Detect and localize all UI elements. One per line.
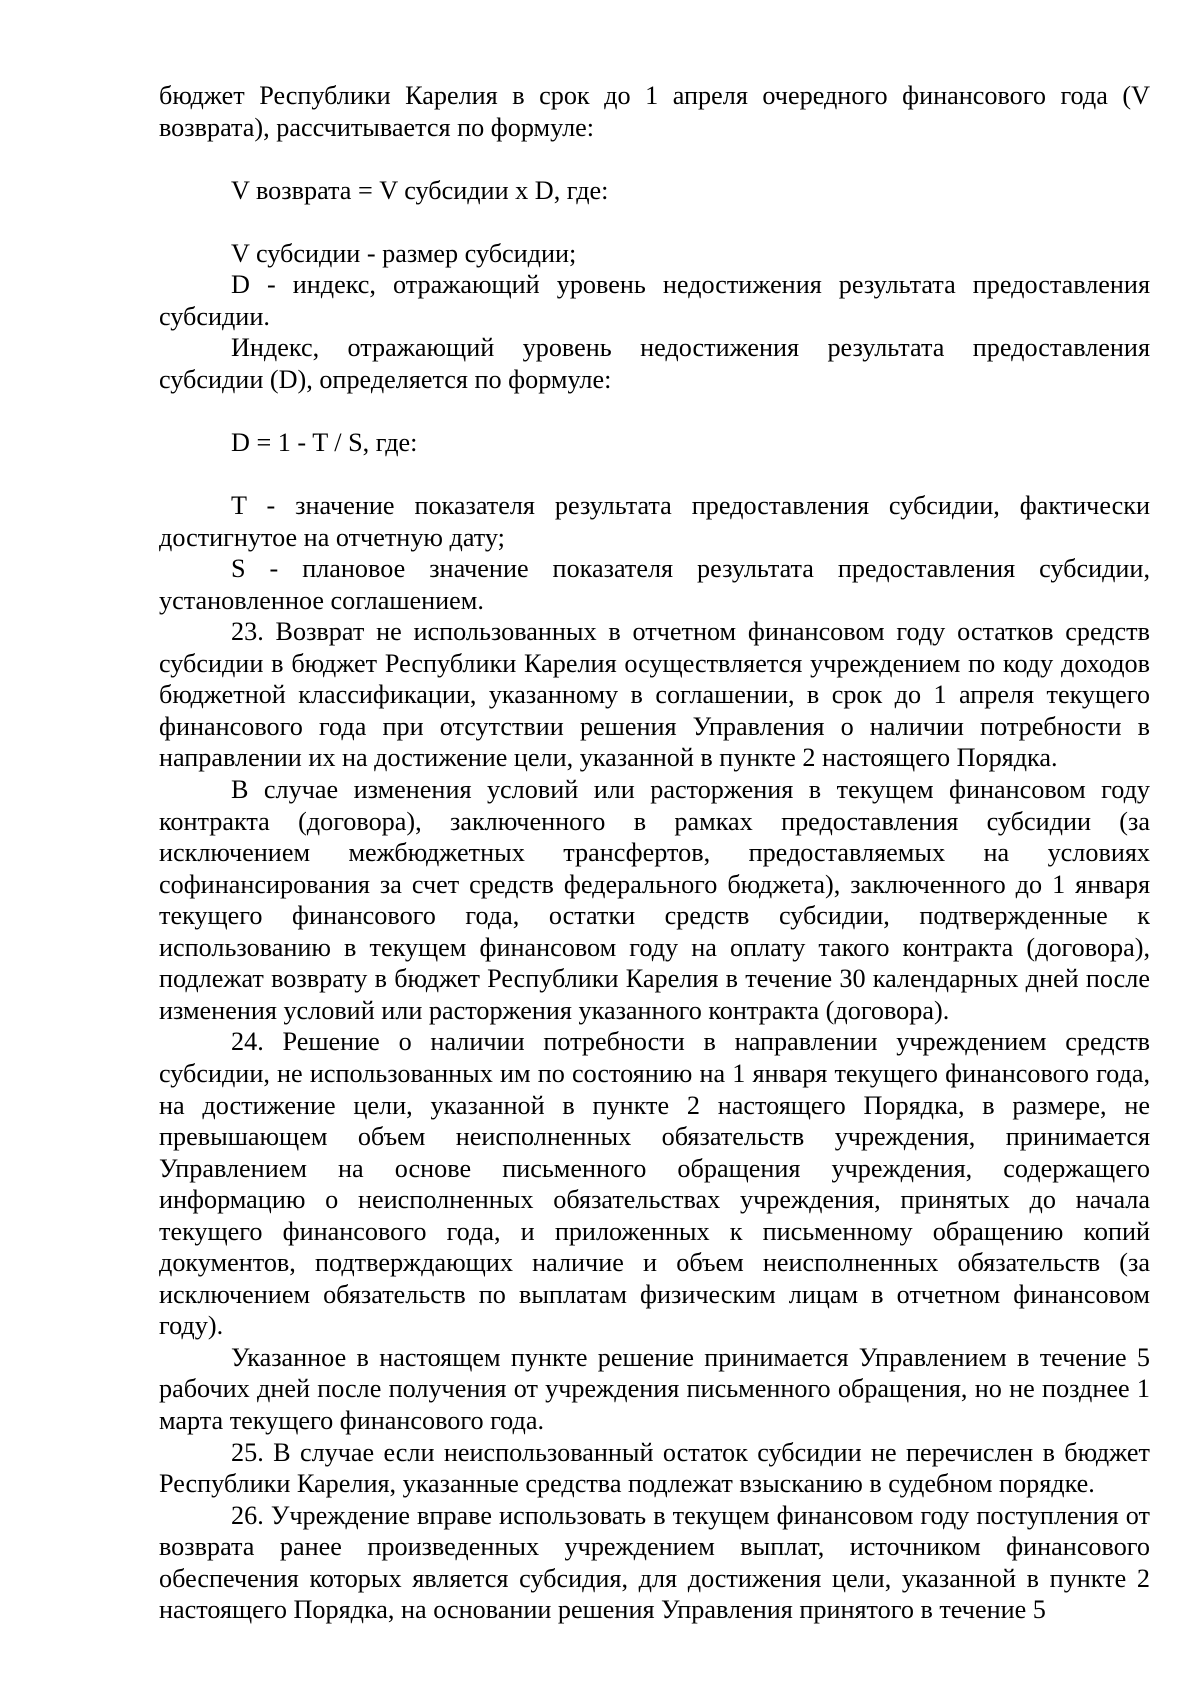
paragraph-item-25: 25. В случае если неиспользованный остаток субсидии не перечислен в бюджет Республики Карелия, указанные средства подлежат взысканию в судебном порядке. [159,1437,1150,1499]
formula-d: D = 1 - T / S, где: [231,428,418,458]
spacer [159,143,1150,175]
document-page [159,80,1150,1626]
paragraph-item-26: 26. Учреждение вправе использовать в текущем финансовом году поступления от возврата ранее произведенных учреждением выплат, источником финансового обеспечения которых является субсидия, для достижения цели, указанной в пункте 2 настоящего Порядка, на основании решения Управления принятого в течение 5 [159,1500,1150,1625]
spacer [159,206,1150,238]
paragraph-item-23-contract: В случае изменения условий или расторжения в текущем финансовом году контракта (договора), заключенного в рамках предоставления субсидии (за исключением межбюджетных трансфертов, предоставляемых на условиях софинансирования за счет средств федерального бюджета), заключенного до 1 января текущего финансового года, остатки средств субсидии, подтвержденные к использованию в текущем финансовом году на оплату такого контракта (договора), подлежат возврату в бюджет Республики Карелия в течение 30 календарных дней после изменения условий или расторжения указанного контракта (договора). [159,775,1150,1025]
formula-v-return: V возврата = V субсидии x D, где: [231,175,609,205]
paragraph-s-def: S - плановое значение показателя результата предоставления субсидии, установленное соглашением. [159,554,1150,615]
paragraph-v-return-intro: бюджет Республики Карелия в срок до 1 апреля очередного финансового года (V возврата), рассчитывается по формуле: [159,81,1150,142]
paragraph-v-subsidy-def: V субсидии - размер субсидии; [231,238,577,268]
paragraph-item-24: 24. Решение о наличии потребности в направлении учреждением средств субсидии, не использованных им по состоянию на 1 января текущего финансового года, на достижение цели, указанной в пункте 2 настоящего Порядка, в размере, не превышающем объем неисполненных обязательств учреждения, принимается Управлением на основе письменного обращения учреждения, содержащего информацию о неисполненных обязательствах учреждения, принятых до начала текущего финансового года, и приложенных к письменному обращению копий документов, подтверждающих наличие и объем неисполненных обязательств (за исключением обязательств по выплатам физическим лицам в отчетном финансовом году). [159,1027,1150,1341]
paragraph-item-24-decision: Указанное в настоящем пункте решение принимается Управлением в течение 5 рабочих дней после получения от учреждения письменного обращения, но не позднее 1 марта текущего финансового года. [159,1342,1150,1435]
paragraph-t-def: T - значение показателя результата предоставления субсидии, фактически достигнутое на отчетную дату; [159,491,1150,552]
spacer [159,459,1150,491]
paragraph-d-def: D - индекс, отражающий уровень недостижения результата предоставления субсидии. [159,270,1150,331]
spacer [159,395,1150,427]
paragraph-item-23: 23. Возврат не использованных в отчетном финансовом году остатков средств субсидии в бюджет Республики Карелия осуществляется учреждением по коду доходов бюджетной классификации, указанному в соглашении, в срок до 1 апреля текущего финансового года при отсутствии решения Управления о наличии потребности в направлении их на достижение цели, указанной в пункте 2 настоящего Порядка. [159,617,1150,773]
paragraph-index-intro: Индекс, отражающий уровень недостижения результата предоставления субсидии (D), определяется по формуле: [159,333,1150,394]
